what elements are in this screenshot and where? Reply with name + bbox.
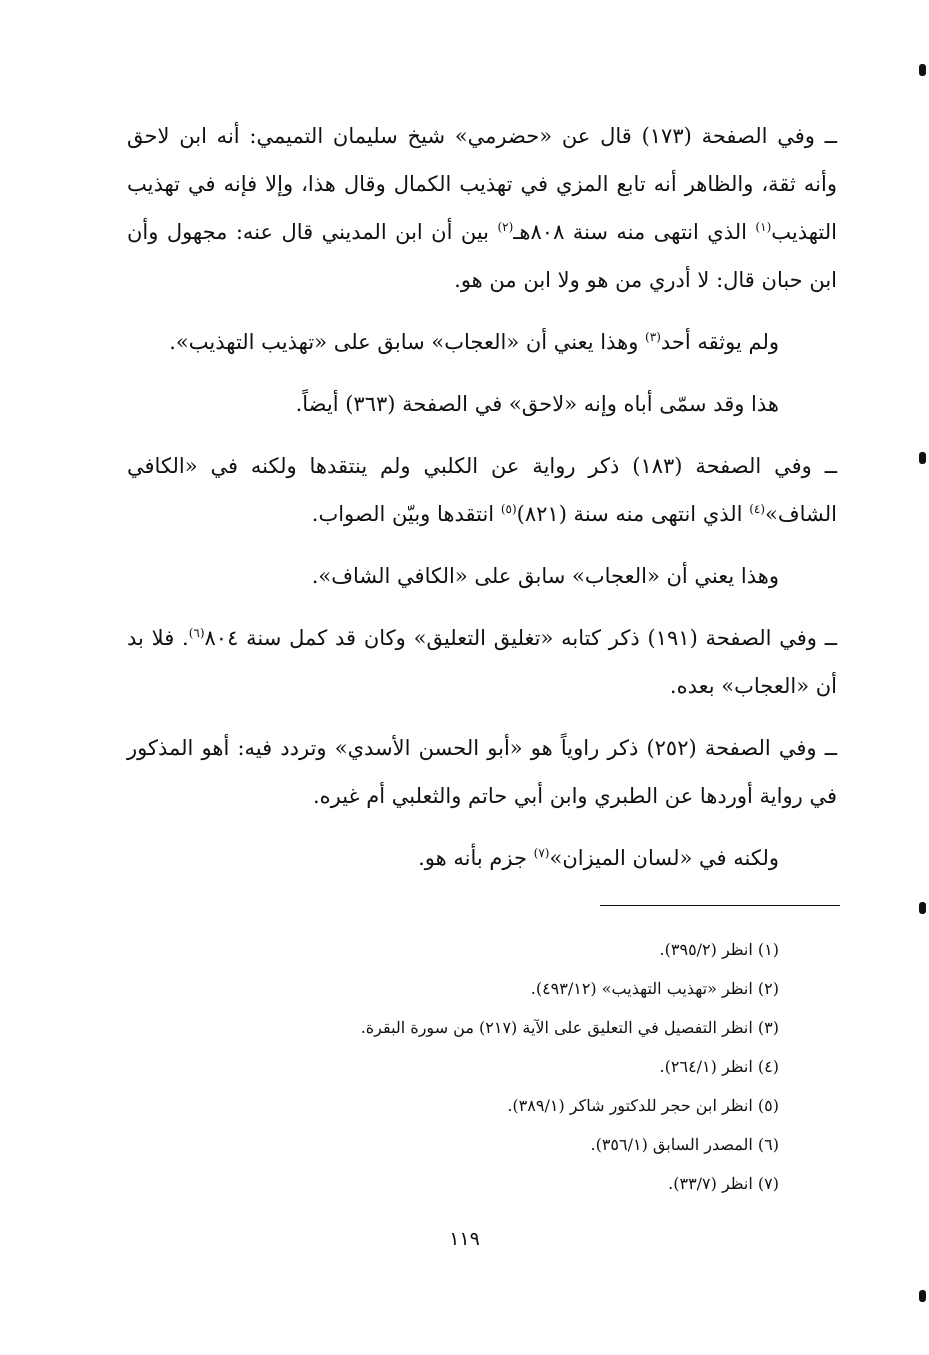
paragraph-5 [127,552,837,600]
footnote-3: (٣) انظر التفصيل في التعليق على الآية (٢١٧) من سورة البقرة. [360,1018,779,1037]
footnote-5: (٥) انظر ابن حجر للدكتور شاكر (٣٨٩/١). [507,1096,779,1115]
footnote-ref-6: (٦) [188,626,205,640]
binding-mark [919,452,926,464]
text-segment: ــ وفي الصفحة (٢٥٢) ذكر راوياً هو «أبو الحسن الأسدي» وتردد فيه: أهو المذكور في رواية أوردها عن الطبري وابن أبي حاتم والثعلبي أم غيره. [127,736,837,808]
footnote-6: (٦) المصدر السابق (٣٥٦/١). [590,1135,779,1154]
footnote-4: (٤) انظر (٢٦٤/١). [659,1057,779,1076]
paragraph-4 [127,442,837,538]
text-segment: انتقدها وبيّن الصواب. [311,502,501,526]
footnote-ref-4: (٤) [749,502,766,516]
main-text [127,112,837,896]
text-segment: الذي انتهى منه سنة (٨٢١) [516,502,750,526]
paragraph-2 [127,318,837,366]
text-segment: ولكنه في «لسان الميزان» [549,846,779,870]
binding-mark [919,902,926,914]
text-segment: جزم بأنه هو. [418,846,534,870]
footnote-ref-1: (١) [755,220,772,234]
footnote-ref-2: (٢) [497,220,514,234]
text-segment: . فلا بد أن «العجاب» بعده. [127,626,837,698]
text-segment: بين أن ابن المديني قال عنه: مجهول وأن ابن حبان قال: لا أدري من هو ولا ابن من هو. [127,220,837,292]
page-number: ١١٩ [449,1228,480,1250]
text-segment: ولم يوثقه أحد [660,330,779,354]
paragraph-6 [127,614,837,710]
text-segment: وهذا يعني أن «العجاب» سابق على «الكافي الشاف». [311,564,779,588]
text-segment: هذا وقد سمّى أباه وإنه «لاحق» في الصفحة (٣٦٣) أيضاً. [295,392,779,416]
footnote-ref-7: (٧) [533,846,550,860]
text-segment: ــ وفي الصفحة (١٧٣) قال عن «حضرمي» شيخ سليمان التميمي: أنه ابن لاحق وأنه ثقة، والظاهر أنه تابع المزي في تهذيب الكمال وقال هذا، وإلا فإنه في تهذيب التهذيب [127,124,837,244]
text-segment: ــ وفي الصفحة (١٩١) ذكر كتابه «تغليق التعليق» وكان قد كمل سنة ٨٠٤ [204,626,838,650]
text-segment: الذي انتهى منه سنة ٨٠٨هـ [513,220,756,244]
paragraph-3 [127,380,837,428]
footnote-7: (٧) انظر (٣٣/٧). [668,1174,779,1193]
footnotes [219,930,779,1203]
paragraph-7 [127,724,837,820]
paragraph-8 [127,834,837,882]
binding-mark [919,64,926,76]
text-segment: وهذا يعني أن «العجاب» سابق على «تهذيب التهذيب». [169,330,646,354]
footnote-divider [600,905,840,906]
footnote-ref-3: (٣) [645,330,661,344]
text-segment: ــ وفي الصفحة (١٨٣) ذكر رواية عن الكلبي ولم ينتقدها ولكنه في «الكافي الشاف» [127,454,837,526]
paragraph-1 [127,112,837,304]
binding-mark [919,1290,926,1302]
footnote-2: (٢) انظر «تهذيب التهذيب» (٤٩٣/١٢). [530,979,779,998]
footnote-1: (١) انظر (٣٩٥/٢). [659,940,779,959]
footnote-ref-5: (٥) [500,502,517,516]
